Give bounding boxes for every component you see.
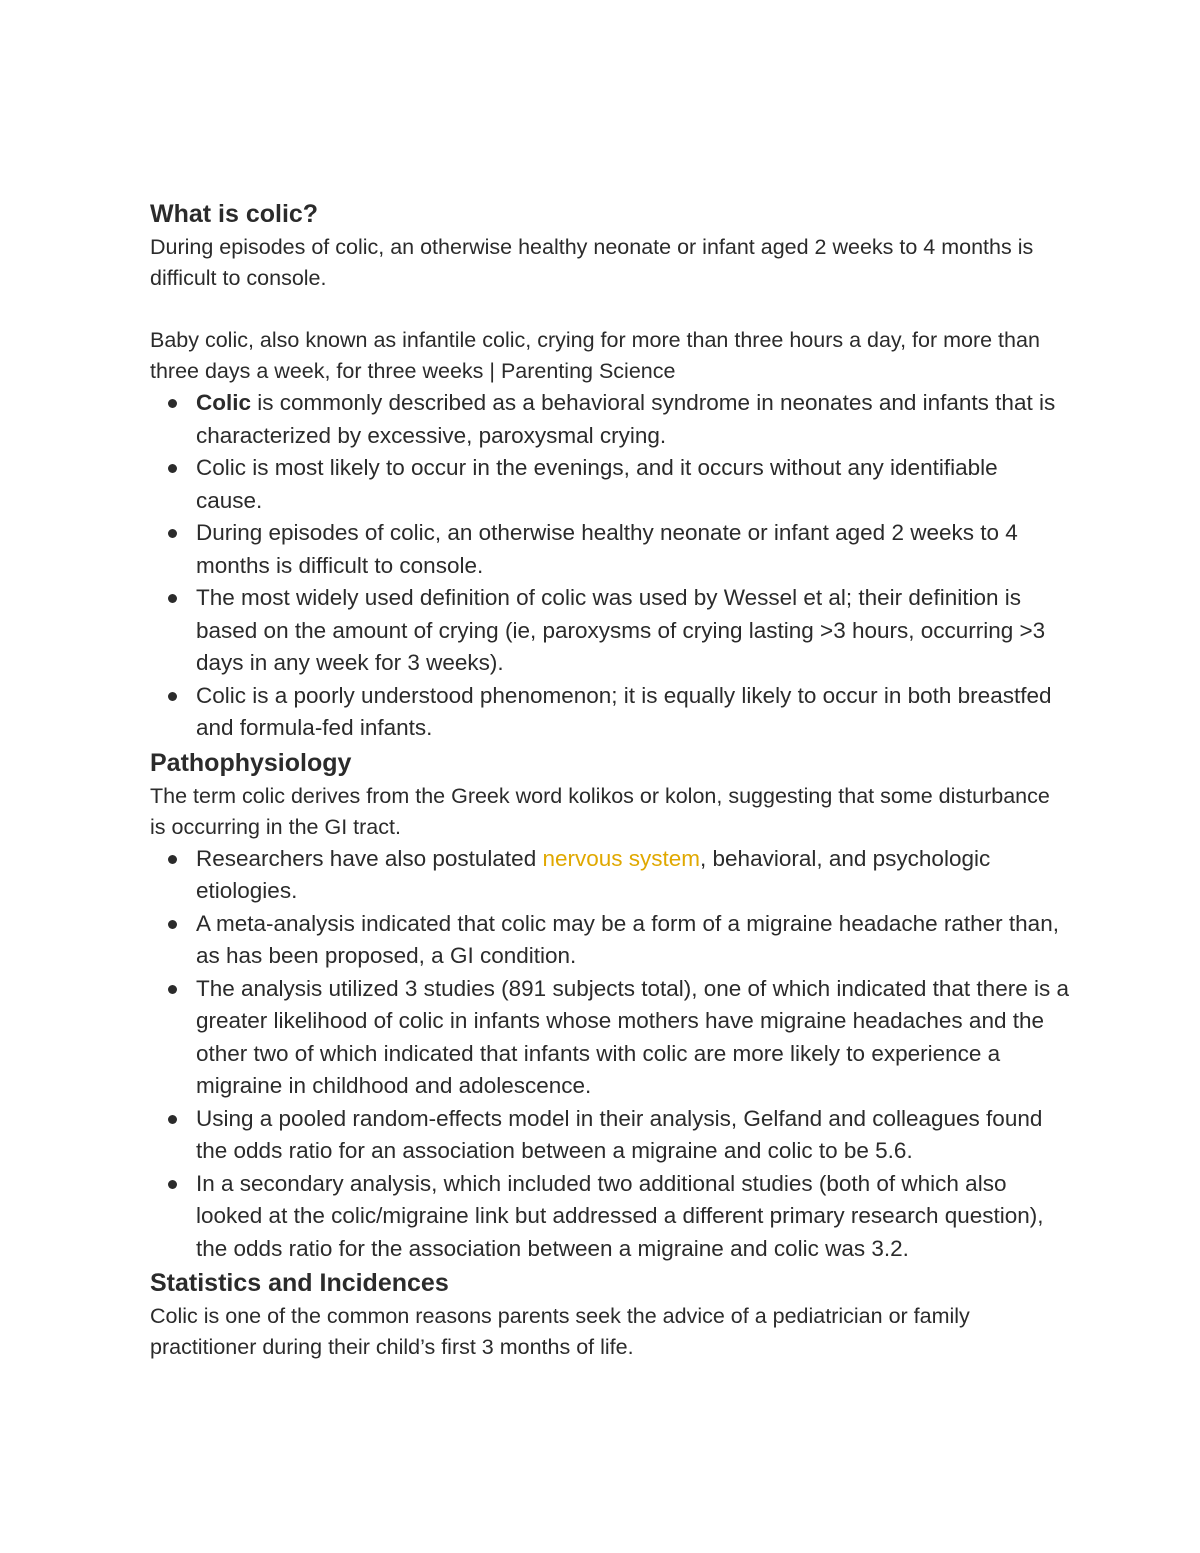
list-item-text: Colic is most likely to occur in the evenings, and it occurs without any identifiable cause. [196,455,998,513]
quote-paragraph: Baby colic, also known as infantile colic, crying for more than three hours a day, for more than three days a week, for three weeks | Parenting Science [150,328,1040,383]
bold-term: Colic [196,390,252,415]
list-item-text: A meta-analysis indicated that colic may be a form of a migraine headache rather than, as has been proposed, a GI condition. [196,910,1059,968]
list-item-text: is commonly described as a behavioral syndrome in neonates and infants that is characterized by excessive, paroxysmal crying. [196,390,1056,448]
list-item [150,452,1070,517]
list-item [150,908,1070,973]
list-item-text: In a secondary analysis, which included two additional studies (both of which also looked at the colic/migraine link but addressed a different primary research question), the odds ratio for the association between a migraine and colic was 3.2. [196,1170,1044,1261]
nervous-system-link[interactable]: nervous system [542,845,701,871]
pathophysiology-bullet-list [150,843,1070,1266]
statistics-intro: Colic is one of the common reasons parents seek the advice of a pediatrician or family practitioner during their child’s first 3 months of life. [150,1304,970,1359]
list-item-text: Researchers have also postulated [196,845,543,871]
bullet-icon [168,985,177,994]
list-item [150,1103,1070,1168]
bullet-icon [168,399,177,408]
intro-paragraph: During episodes of colic, an otherwise healthy neonate or infant aged 2 weeks to 4 months is difficult to console. [150,235,1034,290]
list-item [150,582,1070,680]
blank-line [150,294,1070,325]
list-item-text: Colic is a poorly understood phenomenon; it is equally likely to occur in both breastfed and formula-fed infants. [196,682,1052,740]
bullet-icon [168,692,177,701]
pathophysiology-intro: The term colic derives from the Greek word kolikos or kolon, suggesting that some disturbance is occurring in the GI tract. [150,783,1050,839]
bullet-icon [168,1115,177,1124]
list-item-text: , behavioral, and psychologic etiologies. [196,845,991,903]
list-item-text: During episodes of colic, an otherwise healthy neonate or infant aged 2 weeks to 4 months is difficult to console. [196,520,1018,578]
list-item-text: The most widely used definition of colic was used by Wessel et al; their definition is based on the amount of crying (ie, paroxysms of crying lasting >3 hours, occurring >3 days in any week for 3 weeks). [196,585,1046,675]
list-item [150,1168,1070,1266]
list-item [150,517,1070,582]
list-item [150,680,1070,745]
bullet-icon [168,855,177,864]
list-item [150,843,1070,908]
bullet-icon [168,1180,177,1189]
heading-pathophysiology: Pathophysiology [150,748,352,777]
colic-bullet-list [150,387,1070,745]
document-content [150,196,1070,1363]
list-item [150,973,1070,1103]
list-item-text: Using a pooled random-effects model in their analysis, Gelfand and colleagues found the odds ratio for an association between a migraine and colic to be 5.6. [196,1105,1043,1163]
bullet-icon [168,529,177,538]
heading-what-is-colic: What is colic? [150,200,319,228]
list-item-text: The analysis utilized 3 studies (891 subjects total), one of which indicated that there is a greater likelihood of colic in infants whose mothers have migraine headaches and the other two of which indicated that infants with colic are more likely to experience a migraine in childhood and adolescence. [196,975,1069,1098]
bullet-icon [168,920,177,929]
heading-statistics: Statistics and Incidences [150,1269,449,1297]
bullet-icon [168,464,177,473]
list-item [150,387,1070,452]
bullet-icon [168,594,177,603]
